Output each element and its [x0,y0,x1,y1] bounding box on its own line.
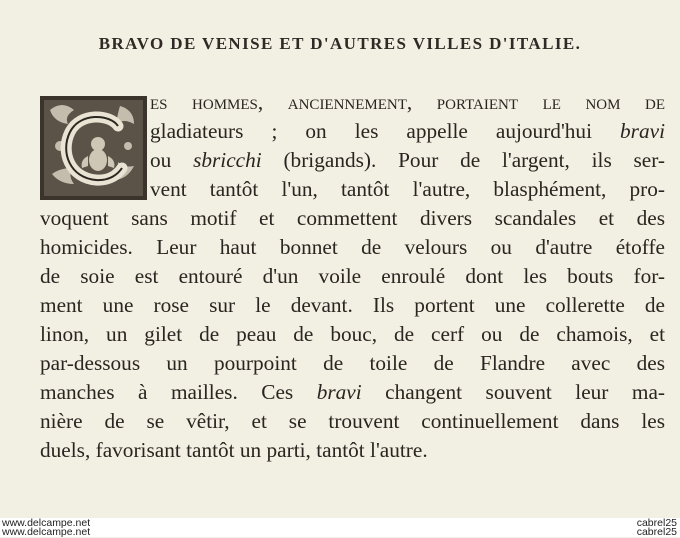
watermark-footer [0,518,680,537]
footer-left [2,519,90,537]
text-line: gladiateurs ; on les appelle aujourd'hui bravi [150,119,665,143]
text-line: vent tantôt l'un, tantôt l'autre, blasphément, pro- [150,177,665,201]
text-line: ou sbricchi (brigands). Pour de l'argent, ils ser- [150,148,666,172]
text-line: par-dessous un pourpoint de toile de Flandre avec des [40,351,665,375]
article-body [40,88,665,465]
footer-left-line: www.delcampe.net [2,517,91,529]
page-title: BRAVO DE VENISE ET D'AUTRES VILLES D'ITALIE. [98,34,582,53]
footer-right-line: cabrel25 [636,526,677,538]
text-line: ment une rose sur le devant. Ils portent une collerette de [40,293,665,317]
text-line: homicides. Leur haut bonnet de velours ou d'autre étoffe [40,235,665,259]
footer-right [637,519,677,537]
text-line: voquent sans motif et commettent divers scandales et des [40,206,665,230]
text-line: nière de se vêtir, et se trouvent continuellement dans les [40,409,665,433]
footer-right-line: cabrel25 [636,517,677,529]
text-line: de soie est entouré d'un voile enroulé dont les bouts for- [40,264,665,288]
footer-left-line: www.delcampe.net [2,526,91,538]
text-line: es hommes, anciennement, portaient le nom de [150,90,665,114]
text-line: duels, favorisant tantôt un parti, tantôt l'autre. [40,438,428,462]
text-line: linon, un gilet de peau de bouc, de cerf ou de chamois, et [40,322,665,346]
text-line: manches à mailles. Ces bravi changent souvent leur ma- [40,380,665,404]
